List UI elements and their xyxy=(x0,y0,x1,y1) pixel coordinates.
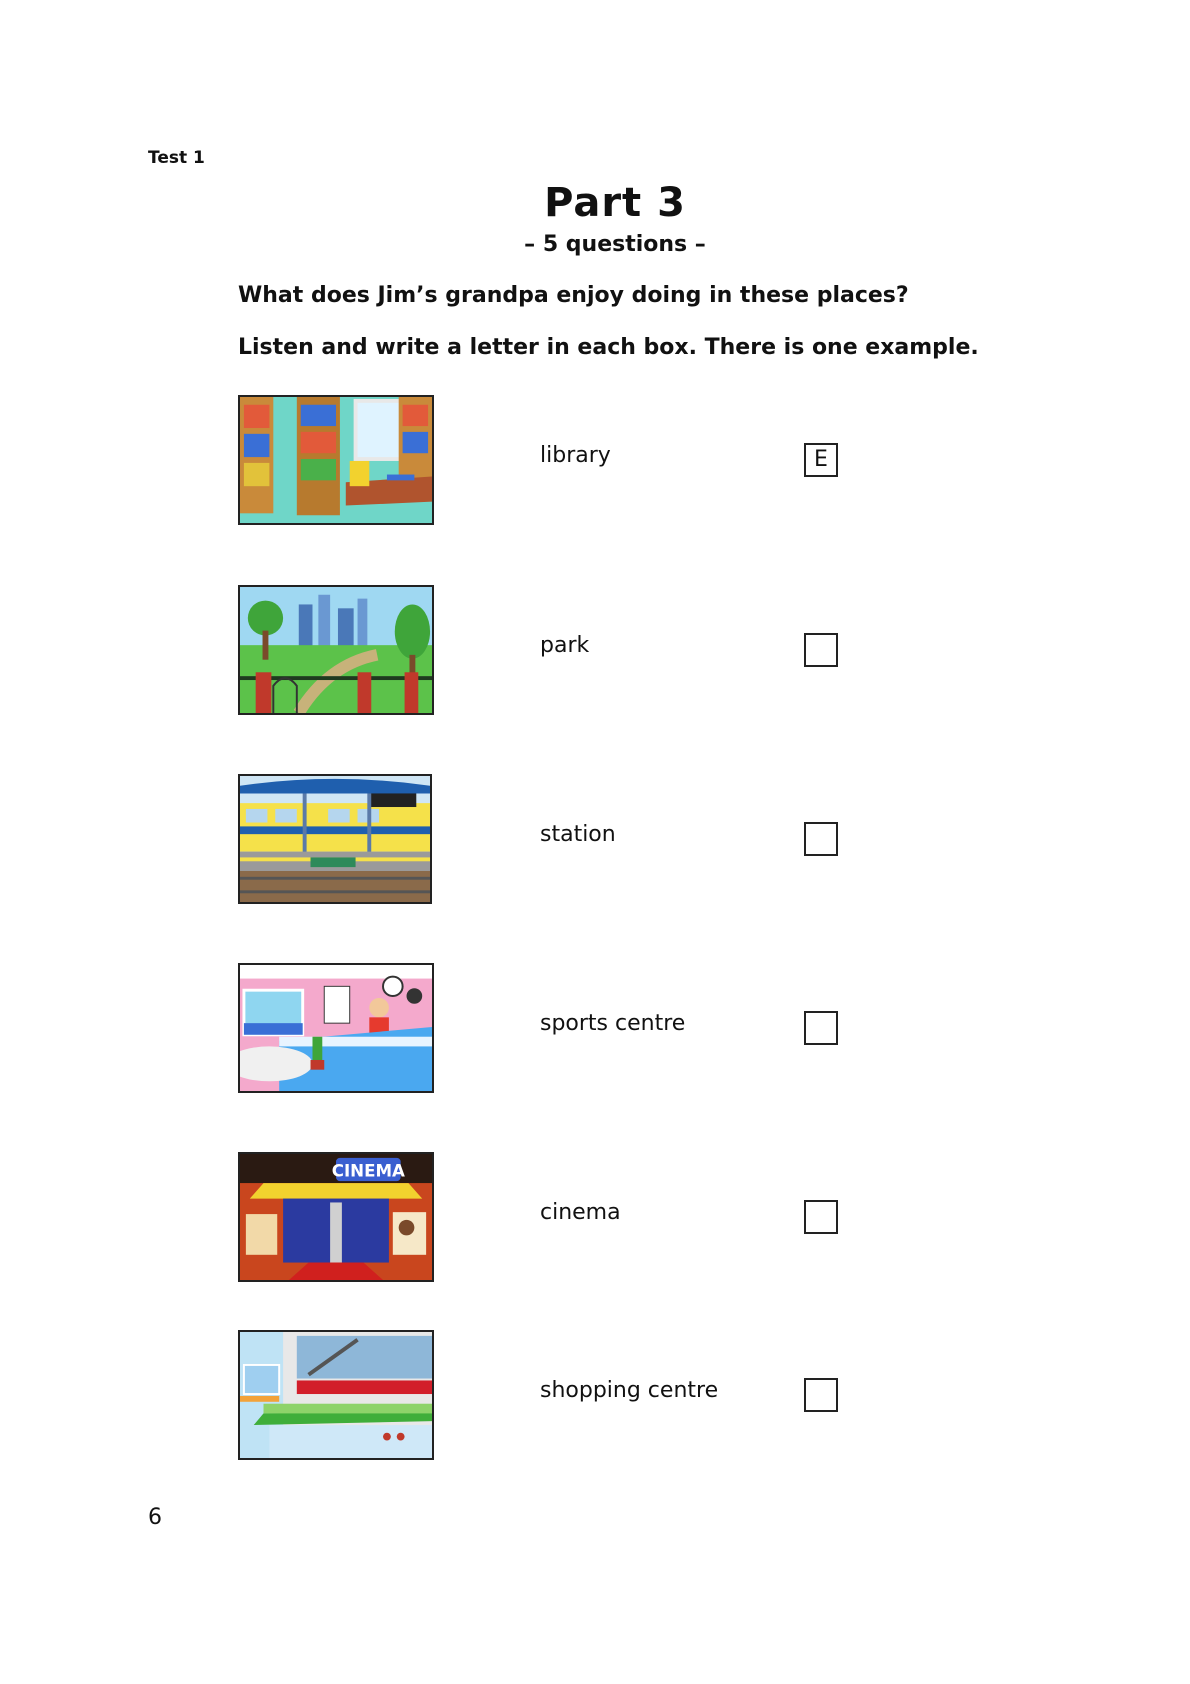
answer-box[interactable] xyxy=(804,1200,838,1234)
question-text: What does Jim’s grandpa enjoy doing in these places? xyxy=(238,283,909,308)
shopping-centre-picture xyxy=(238,1330,434,1460)
answer-box[interactable]: E xyxy=(804,443,838,477)
place-label: shopping centre xyxy=(540,1378,719,1403)
item-row-station xyxy=(0,774,1190,906)
item-row-cinema xyxy=(0,1152,1190,1284)
test-label: Test 1 xyxy=(148,148,205,168)
place-label: library xyxy=(540,443,611,468)
park-picture xyxy=(238,585,434,715)
item-row-shopping-centre xyxy=(0,1330,1190,1462)
place-label: cinema xyxy=(540,1200,621,1225)
sports-centre-picture xyxy=(238,963,434,1093)
cinema-picture xyxy=(238,1152,434,1282)
answer-box[interactable] xyxy=(804,633,838,667)
place-label: station xyxy=(540,822,616,847)
item-row-park xyxy=(0,585,1190,717)
part-subtitle: – 5 questions – xyxy=(524,232,706,257)
station-picture xyxy=(238,774,432,904)
library-picture xyxy=(238,395,434,525)
cinema-sign-text: CINEMA xyxy=(331,1161,405,1181)
answer-box[interactable] xyxy=(804,1378,838,1412)
answer-box[interactable] xyxy=(804,1011,838,1045)
item-row-sports-centre xyxy=(0,963,1190,1095)
part-title: Part 3 xyxy=(544,180,686,226)
place-label: sports centre xyxy=(540,1011,686,1036)
place-label: park xyxy=(540,633,590,658)
instruction-text: Listen and write a letter in each box. There is one example. xyxy=(238,335,979,360)
page-number: 6 xyxy=(148,1505,162,1530)
answer-box[interactable] xyxy=(804,822,838,856)
item-row-library xyxy=(0,395,1190,527)
